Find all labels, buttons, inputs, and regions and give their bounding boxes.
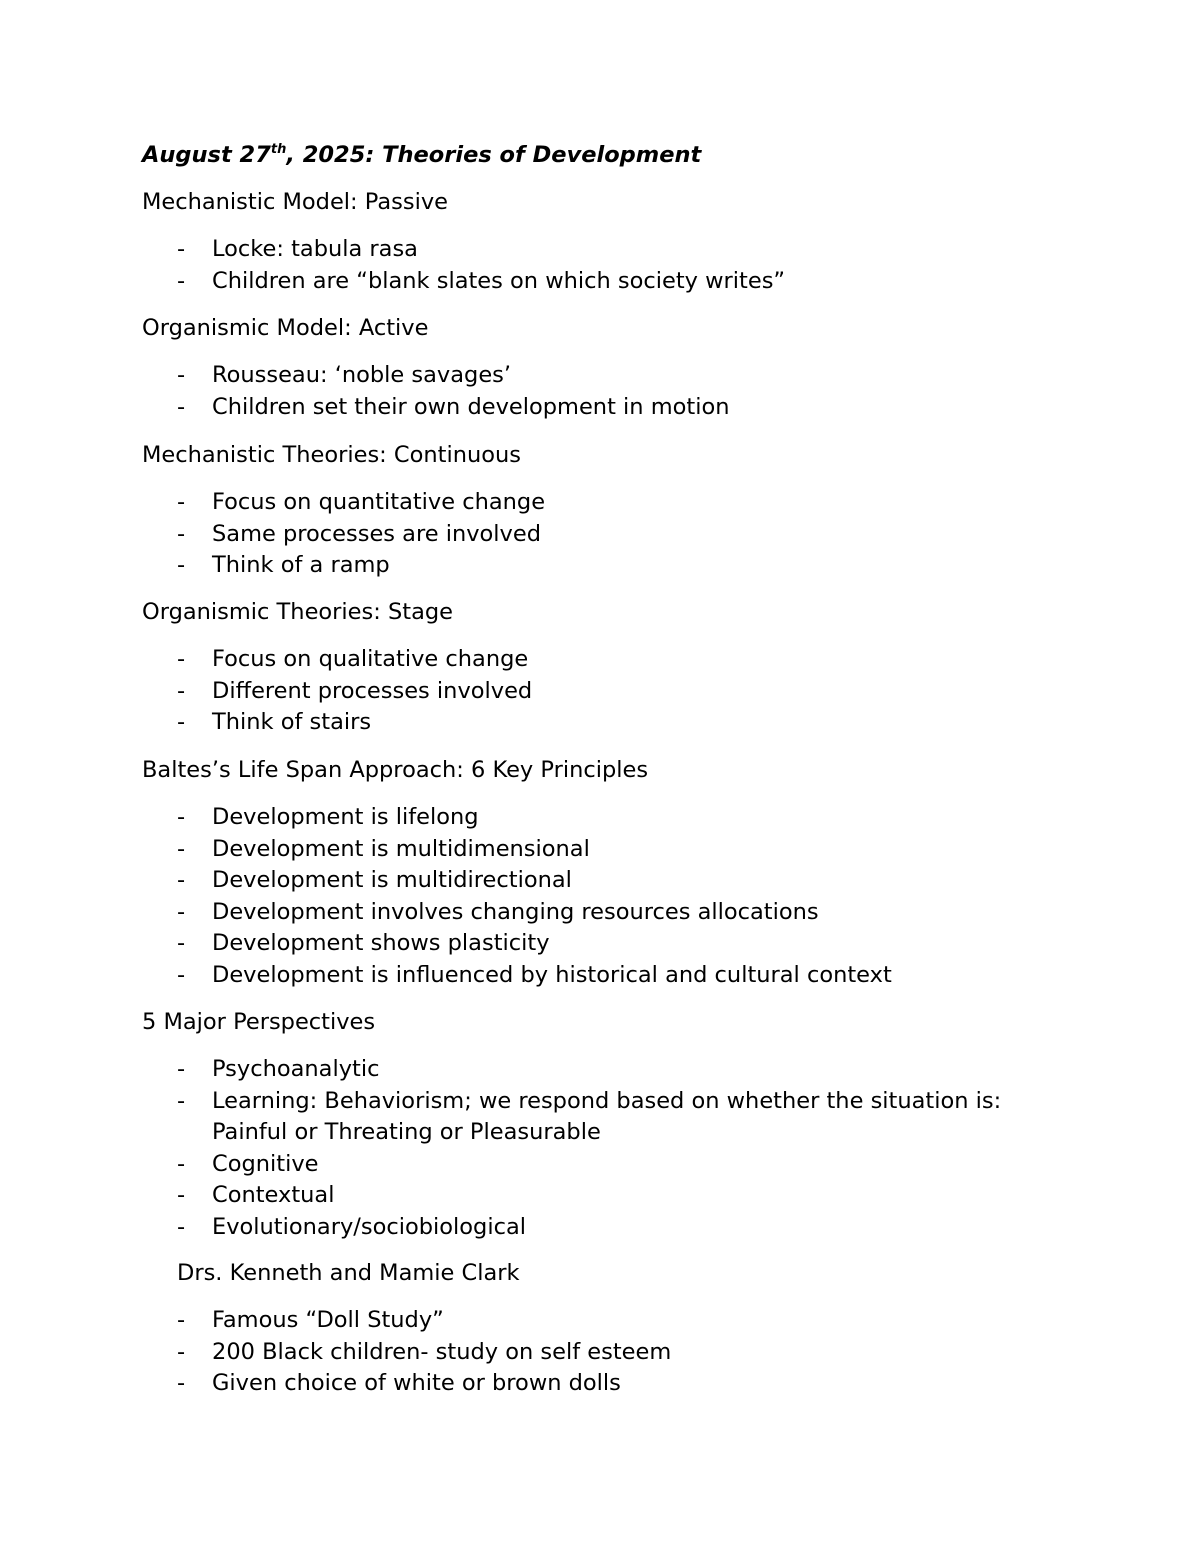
dash-bullet-icon: -	[177, 709, 186, 735]
section-heading: Drs. Kenneth and Mamie Clark	[177, 1260, 520, 1286]
dash-bullet-icon: -	[177, 677, 186, 704]
list-item: - Different processes involved	[142, 676, 1142, 708]
list-item: - Development is influenced by historical and cultural context	[142, 960, 1142, 992]
section-mechanistic-theories	[142, 440, 1142, 582]
list-item: - Development shows plasticity	[142, 928, 1142, 960]
dash-bullet-icon: -	[177, 362, 186, 388]
list-item: - Psychoanalytic	[142, 1054, 1142, 1086]
dash-bullet-icon: -	[177, 393, 186, 420]
bullet-list	[142, 360, 1142, 423]
dash-bullet-icon: -	[177, 267, 186, 294]
bullet-list	[142, 1054, 1142, 1243]
dash-bullet-icon: -	[177, 1370, 186, 1396]
dash-bullet-icon: -	[177, 1087, 186, 1114]
dash-bullet-icon: -	[177, 930, 186, 956]
section-heading: Baltes’s Life Span Approach: 6 Key Principles	[142, 757, 649, 783]
section-heading: 5 Major Perspectives	[142, 1009, 376, 1035]
list-item: - Development is lifelong	[142, 802, 1142, 834]
bullet-list	[142, 802, 1142, 991]
dash-bullet-icon: -	[177, 646, 186, 672]
list-item: - Evolutionary/sociobiological	[142, 1212, 1142, 1244]
dash-bullet-icon: -	[177, 1338, 186, 1365]
section-organismic-theories	[142, 597, 1142, 739]
dash-bullet-icon: -	[177, 867, 186, 893]
dash-bullet-icon: -	[177, 489, 186, 515]
dash-bullet-icon: -	[177, 961, 186, 988]
section-major-perspectives	[142, 1007, 1142, 1243]
section-mechanistic-model	[142, 187, 1142, 297]
dash-bullet-icon: -	[177, 898, 186, 925]
dash-bullet-icon: -	[177, 1307, 186, 1333]
section-clark-study	[177, 1258, 1177, 1400]
page-title: August 27th, 2025: Theories of Development	[142, 142, 702, 168]
list-item: - Locke: tabula rasa	[142, 234, 1142, 266]
dash-bullet-icon: -	[177, 804, 186, 830]
dash-bullet-icon: -	[177, 1150, 186, 1177]
list-item: - 200 Black children- study on self esteem	[177, 1337, 1177, 1369]
list-item: - Cognitive	[142, 1149, 1142, 1181]
title-superscript: th	[270, 142, 287, 157]
bullet-list	[142, 487, 1142, 582]
list-item: - Children are “blank slates on which society writes”	[142, 266, 1142, 298]
bullet-list	[142, 644, 1142, 739]
dash-bullet-icon: -	[177, 552, 186, 578]
section-baltes-principles	[142, 755, 1142, 991]
list-item: - Contextual	[142, 1180, 1142, 1212]
list-item: - Learning: Behaviorism; we respond based on whether the situation is: Painful or Threating or Pleasurable	[177, 1087, 1002, 1145]
list-item: - Development involves changing resources allocations	[142, 897, 1142, 929]
list-item: - Think of stairs	[142, 707, 1142, 739]
section-heading: Mechanistic Model: Passive	[142, 189, 448, 215]
list-item: - Rousseau: ‘noble savages’	[142, 360, 1142, 392]
section-heading: Organismic Theories: Stage	[142, 599, 453, 625]
dash-bullet-icon: -	[177, 1182, 186, 1208]
list-item: - Think of a ramp	[142, 550, 1142, 582]
list-item: - Same processes are involved	[142, 519, 1142, 551]
dash-bullet-icon: -	[177, 1213, 186, 1240]
dash-bullet-icon: -	[177, 520, 186, 547]
section-heading: Organismic Model: Active	[142, 315, 429, 341]
list-item: - Development is multidimensional	[142, 834, 1142, 866]
section-heading: Mechanistic Theories: Continuous	[142, 442, 521, 468]
list-item: - Development is multidirectional	[142, 865, 1142, 897]
bullet-list	[142, 234, 1142, 297]
section-organismic-model	[142, 313, 1142, 423]
bullet-list	[177, 1305, 1177, 1400]
dash-bullet-icon: -	[177, 835, 186, 862]
dash-bullet-icon: -	[177, 1056, 186, 1082]
list-item: - Focus on quantitative change	[142, 487, 1142, 519]
dash-bullet-icon: -	[177, 236, 186, 262]
list-item: - Focus on qualitative change	[142, 644, 1142, 676]
list-item: - Famous “Doll Study”	[177, 1305, 1177, 1337]
list-item: - Given choice of white or brown dolls	[177, 1368, 1177, 1400]
list-item: - Children set their own development in motion	[142, 392, 1142, 424]
